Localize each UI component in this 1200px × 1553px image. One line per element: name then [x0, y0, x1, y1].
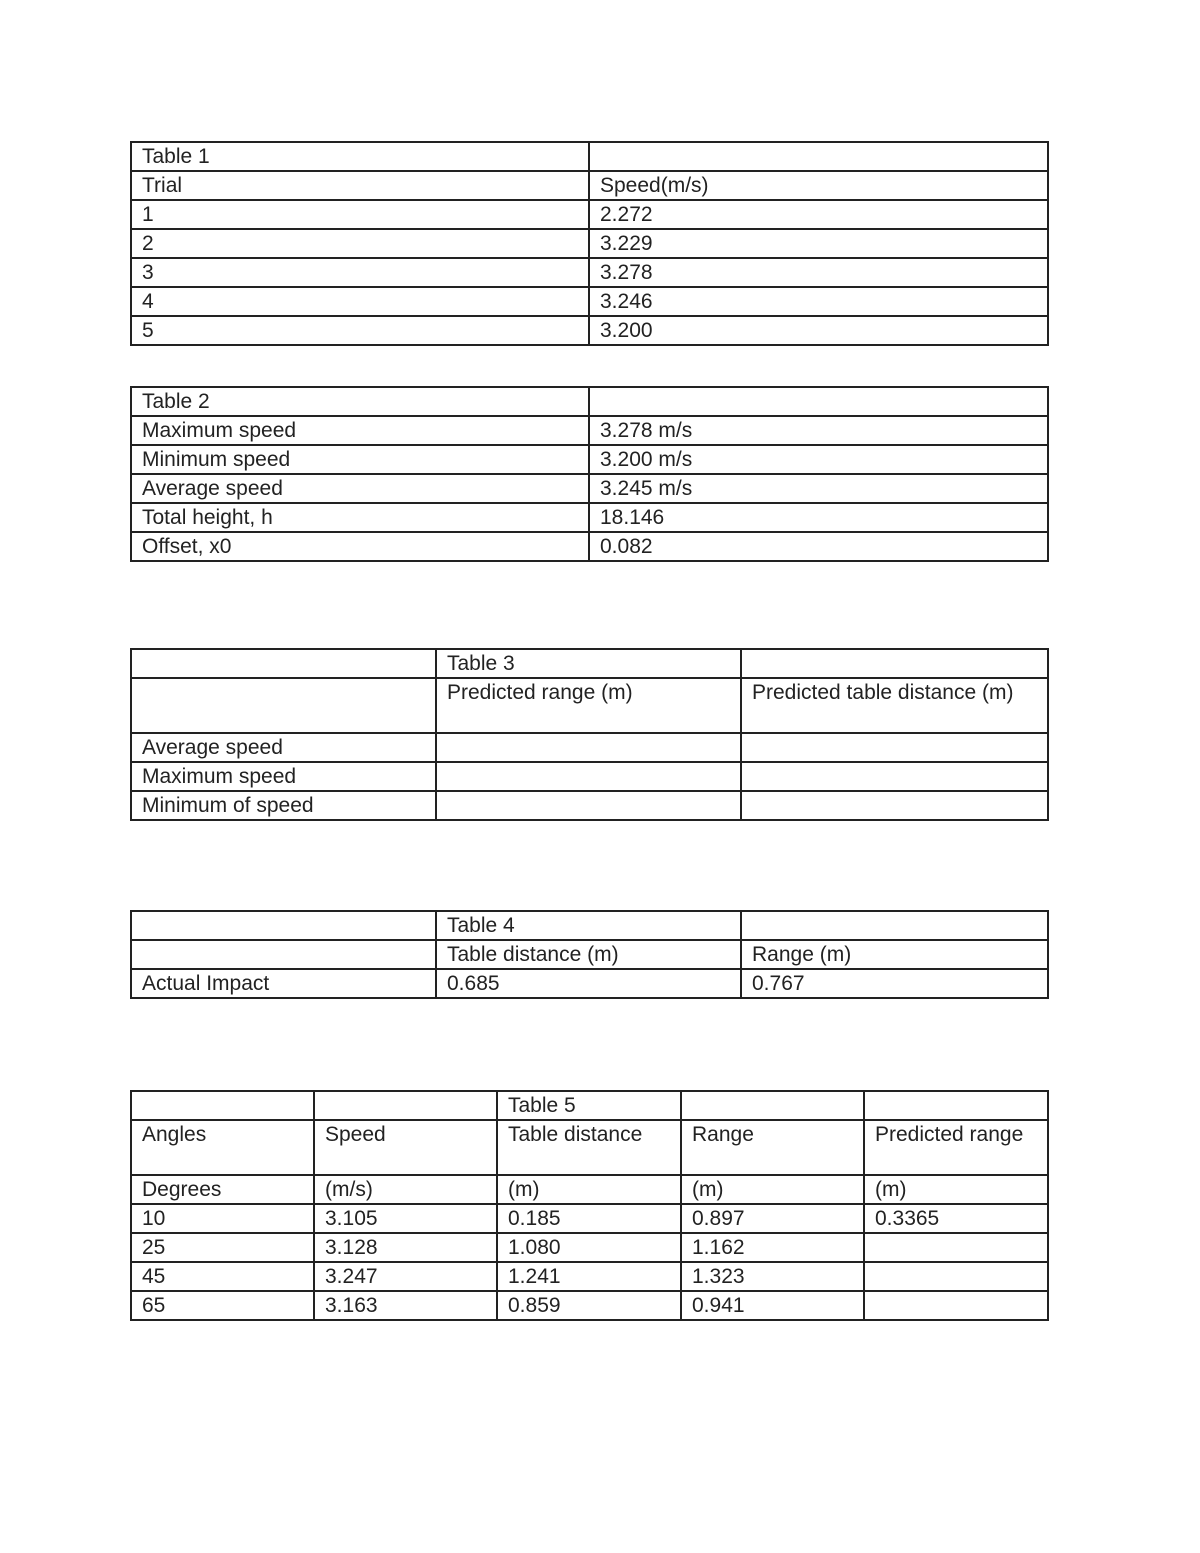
trial-cell: 2	[131, 229, 589, 258]
table-distance-cell: 0.185	[497, 1204, 681, 1233]
label-cell: Average speed	[131, 474, 589, 503]
table-units-row	[131, 1175, 1048, 1204]
trial-cell: 5	[131, 316, 589, 345]
empty-cell	[864, 1091, 1048, 1120]
speed-cell: 3.200	[589, 316, 1048, 345]
value-cell	[436, 733, 741, 762]
table-row	[131, 532, 1048, 561]
predicted-range-cell: 0.3365	[864, 1204, 1048, 1233]
empty-cell	[131, 649, 436, 678]
value-cell: 3.245 m/s	[589, 474, 1048, 503]
table-header-row	[131, 940, 1048, 969]
label-cell: Maximum speed	[131, 416, 589, 445]
header-predicted-range: Predicted range	[864, 1120, 1048, 1175]
empty-cell	[681, 1091, 864, 1120]
unit-cell: Degrees	[131, 1175, 314, 1204]
table-title-row	[131, 142, 1048, 171]
header-speed: Speed(m/s)	[589, 171, 1048, 200]
value-cell	[741, 762, 1048, 791]
trial-cell: 1	[131, 200, 589, 229]
unit-cell: (m)	[864, 1175, 1048, 1204]
header-range: Range	[681, 1120, 864, 1175]
speed-cell: 3.247	[314, 1262, 497, 1291]
value-cell	[436, 762, 741, 791]
header-table-distance: Table distance	[497, 1120, 681, 1175]
speed-cell: 3.246	[589, 287, 1048, 316]
speed-cell: 3.229	[589, 229, 1048, 258]
header-range: Range (m)	[741, 940, 1048, 969]
value-cell: 0.082	[589, 532, 1048, 561]
value-cell: 3.278 m/s	[589, 416, 1048, 445]
trial-cell: 3	[131, 258, 589, 287]
value-cell	[741, 791, 1048, 820]
trial-cell: 4	[131, 287, 589, 316]
label-cell: Minimum speed	[131, 445, 589, 474]
table-title: Table 5	[497, 1091, 681, 1120]
table-row	[131, 1262, 1048, 1291]
header-predicted-range: Predicted range (m)	[436, 678, 741, 733]
table-header-row	[131, 1120, 1048, 1175]
empty-cell	[131, 678, 436, 733]
table-title: Table 1	[131, 142, 589, 171]
predicted-range-cell	[864, 1233, 1048, 1262]
label-cell: Total height, h	[131, 503, 589, 532]
table-row	[131, 258, 1048, 287]
table-row	[131, 445, 1048, 474]
table-row	[131, 791, 1048, 820]
table-3	[130, 648, 1049, 821]
value-cell: 18.146	[589, 503, 1048, 532]
empty-cell	[741, 911, 1048, 940]
range-cell: 1.162	[681, 1233, 864, 1262]
unit-cell: (m)	[497, 1175, 681, 1204]
value-cell	[741, 733, 1048, 762]
angle-cell: 65	[131, 1291, 314, 1320]
table-title: Table 2	[131, 387, 589, 416]
label-cell: Maximum speed	[131, 762, 436, 791]
table-title-row	[131, 911, 1048, 940]
speed-cell: 2.272	[589, 200, 1048, 229]
table-row	[131, 503, 1048, 532]
label-cell: Average speed	[131, 733, 436, 762]
table-title-row	[131, 1091, 1048, 1120]
empty-cell	[589, 387, 1048, 416]
empty-cell	[131, 940, 436, 969]
table-row	[131, 416, 1048, 445]
table-distance-cell: 0.859	[497, 1291, 681, 1320]
table-row	[131, 1233, 1048, 1262]
table-row	[131, 229, 1048, 258]
table-row	[131, 733, 1048, 762]
speed-cell: 3.278	[589, 258, 1048, 287]
table-title: Table 3	[436, 649, 741, 678]
unit-cell: (m/s)	[314, 1175, 497, 1204]
angle-cell: 10	[131, 1204, 314, 1233]
empty-cell	[589, 142, 1048, 171]
table-row	[131, 1291, 1048, 1320]
speed-cell: 3.128	[314, 1233, 497, 1262]
table-1	[130, 141, 1049, 346]
header-speed: Speed	[314, 1120, 497, 1175]
header-trial: Trial	[131, 171, 589, 200]
angle-cell: 25	[131, 1233, 314, 1262]
speed-cell: 3.105	[314, 1204, 497, 1233]
label-cell: Offset, x0	[131, 532, 589, 561]
empty-cell	[741, 649, 1048, 678]
table-4	[130, 910, 1049, 999]
value-cell: 3.200 m/s	[589, 445, 1048, 474]
table-row	[131, 762, 1048, 791]
table-header-row	[131, 678, 1048, 733]
table-row	[131, 200, 1048, 229]
value-cell: 0.767	[741, 969, 1048, 998]
table-title-row	[131, 387, 1048, 416]
header-angles: Angles	[131, 1120, 314, 1175]
unit-cell: (m)	[681, 1175, 864, 1204]
table-distance-cell: 1.241	[497, 1262, 681, 1291]
table-distance-cell: 1.080	[497, 1233, 681, 1262]
table-row	[131, 969, 1048, 998]
table-row	[131, 474, 1048, 503]
label-cell: Actual Impact	[131, 969, 436, 998]
speed-cell: 3.163	[314, 1291, 497, 1320]
empty-cell	[131, 1091, 314, 1120]
predicted-range-cell	[864, 1262, 1048, 1291]
value-cell	[436, 791, 741, 820]
angle-cell: 45	[131, 1262, 314, 1291]
table-title-row	[131, 649, 1048, 678]
range-cell: 1.323	[681, 1262, 864, 1291]
table-header-row	[131, 171, 1048, 200]
predicted-range-cell	[864, 1291, 1048, 1320]
range-cell: 0.897	[681, 1204, 864, 1233]
empty-cell	[131, 911, 436, 940]
header-predicted-table-distance: Predicted table distance (m)	[741, 678, 1048, 733]
table-2	[130, 386, 1049, 562]
empty-cell	[314, 1091, 497, 1120]
value-cell: 0.685	[436, 969, 741, 998]
table-row	[131, 287, 1048, 316]
header-table-distance: Table distance (m)	[436, 940, 741, 969]
range-cell: 0.941	[681, 1291, 864, 1320]
table-row	[131, 1204, 1048, 1233]
table-5	[130, 1090, 1049, 1321]
table-title: Table 4	[436, 911, 741, 940]
table-row	[131, 316, 1048, 345]
label-cell: Minimum of speed	[131, 791, 436, 820]
